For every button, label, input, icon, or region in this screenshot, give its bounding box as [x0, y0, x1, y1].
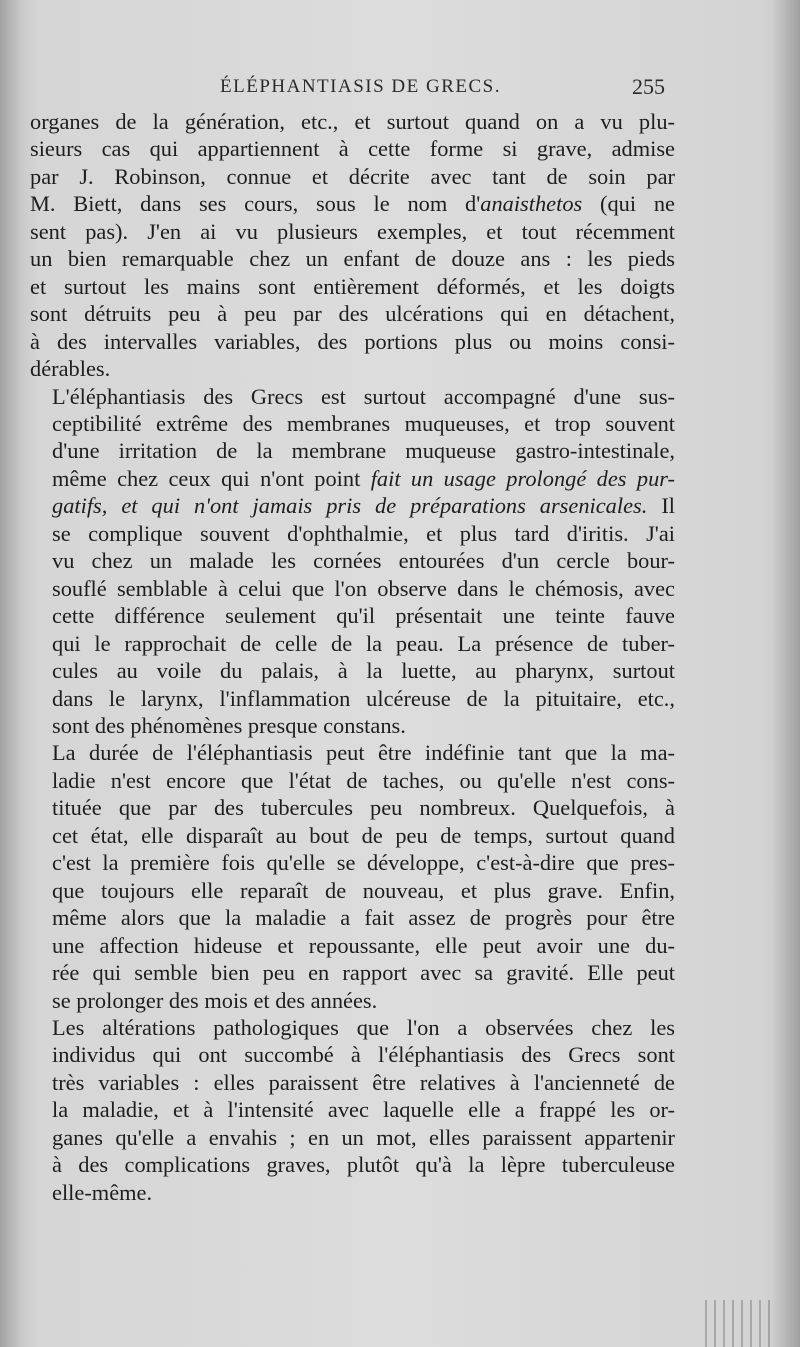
text-line: [30, 465, 675, 492]
text-segment: Il: [647, 493, 675, 519]
text-line: organes de la génération, etc., et surtout quand on a vu plu-: [30, 109, 675, 134]
italic-phrase: fait un usage prolongé des pur-: [370, 465, 675, 491]
running-head: [0, 72, 800, 106]
text-segment: (qui ne: [582, 191, 675, 217]
paragraph-4: [30, 1014, 675, 1206]
text-line: un bien remarquable chez un enfant de douze ans : les pieds: [30, 246, 675, 272]
text-line: cette différence seulement qu'il présentait une teinte fauve: [52, 603, 675, 629]
body-text: [30, 108, 675, 1206]
text-line: ladie n'est encore que l'état de taches, ou qu'elle n'est cons-: [52, 767, 675, 793]
text-line: sent pas). J'en ai vu plusieurs exemples, et tout récemment: [30, 218, 675, 244]
text-line: ganes qu'elle a envahis ; en un mot, elles paraissent appartenir: [52, 1124, 675, 1150]
text-line: ceptibilité extrême des membranes muqueuses, et trop souvent: [52, 410, 675, 436]
text-line: individus qui ont succombé à l'éléphantiasis des Grecs sont: [52, 1042, 675, 1068]
text-line: sont détruits peu à peu par des ulcérations qui en détachent,: [30, 301, 675, 327]
text-line: sieurs cas qui appartiennent à cette forme si grave, admise: [30, 136, 675, 162]
paragraph-3: [30, 739, 675, 1014]
text-line: se complique souvent d'ophthalmie, et plus tard d'iritis. J'ai: [52, 520, 675, 546]
text-line: même alors que la maladie a fait assez de progrès pour être: [52, 905, 675, 931]
text-segment: même chez ceux qui n'ont point: [52, 465, 371, 491]
text-line: [30, 190, 675, 217]
italic-phrase: gatifs, et qui n'ont jamais pris de préparations arsenicales.: [52, 493, 648, 519]
text-line: tituée que par des tubercules peu nombreux. Quelquefois, à: [52, 795, 675, 821]
text-line: vu chez un malade les cornées entourées d'un cercle bour-: [52, 548, 675, 574]
running-title: ÉLÉPHANTIASIS DE GRECS.: [220, 76, 501, 97]
text-line: très variables : elles paraissent être relatives à l'ancienneté de: [52, 1069, 675, 1095]
text-line: elle-même.: [52, 1179, 153, 1205]
text-line: la maladie, et à l'intensité avec laquelle elle a frappé les or-: [52, 1097, 675, 1123]
text-line: dérables.: [30, 356, 111, 382]
text-line: souflé semblable à celui que l'on observe dans le chémosis, avec: [52, 575, 675, 601]
text-line: cet état, elle disparaît au bout de peu de temps, surtout quand: [52, 822, 675, 848]
text-line: Les altérations pathologiques que l'on a observées chez les: [52, 1014, 675, 1040]
text-line: que toujours elle reparaît de nouveau, et plus grave. Enfin,: [52, 877, 675, 903]
text-line: se prolonger des mois et des années.: [52, 987, 378, 1013]
italic-term: anaisthetos: [480, 191, 583, 217]
text-line: L'éléphantiasis des Grecs est surtout accompagné d'une sus-: [52, 383, 675, 409]
text-line: par J. Robinson, connue et décrite avec tant de soin par: [30, 163, 675, 189]
page-left-shadow: [0, 0, 22, 1347]
text-line: cules au voile du palais, à la luette, au pharynx, surtout: [52, 658, 675, 684]
text-line: à des intervalles variables, des portions plus ou moins consi-: [30, 328, 675, 354]
text-line: La durée de l'éléphantiasis peut être indéfinie tant que la ma-: [52, 740, 675, 766]
text-line: d'une irritation de la membrane muqueuse gastro-intestinale,: [52, 438, 675, 464]
text-line: sont des phénomènes presque constans.: [52, 712, 406, 738]
text-segment: M. Biett, dans ses cours, sous le nom d': [30, 191, 481, 217]
scan-edge-marks: [705, 1300, 775, 1347]
page-right-shadow: [772, 0, 800, 1347]
paragraph-1: [30, 108, 675, 383]
page-number: 255: [632, 74, 665, 99]
text-line: une affection hideuse et repoussante, elle peut avoir une du-: [52, 932, 675, 958]
text-line: [30, 492, 675, 519]
text-line: rée qui semble bien peu en rapport avec sa gravité. Elle peut: [52, 960, 675, 986]
text-line: et surtout les mains sont entièrement déformés, et les doigts: [30, 273, 675, 299]
paragraph-2: [30, 383, 675, 740]
text-line: qui le rapprochait de celle de la peau. La présence de tuber-: [52, 630, 675, 656]
text-line: c'est la première fois qu'elle se développe, c'est-à-dire que pres-: [52, 850, 675, 876]
text-line: dans le larynx, l'inflammation ulcéreuse de la pituitaire, etc.,: [52, 685, 675, 711]
text-line: à des complications graves, plutôt qu'à la lèpre tuberculeuse: [52, 1152, 675, 1178]
